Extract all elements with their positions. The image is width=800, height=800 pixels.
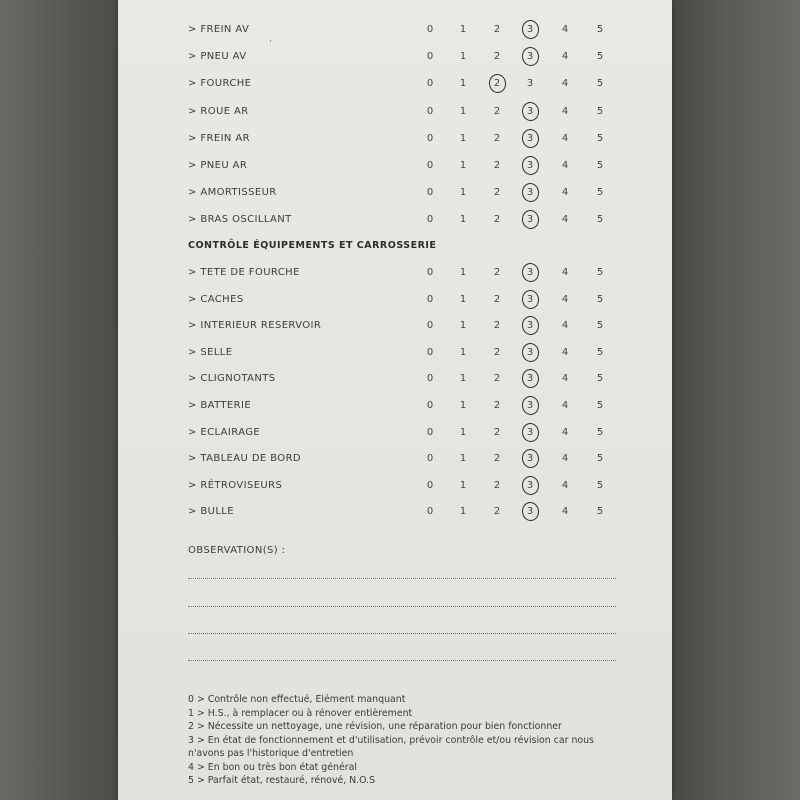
score-option[interactable]: 2: [493, 479, 501, 491]
mechanic-row: [118, 22, 672, 42]
score-option[interactable]: 5: [596, 187, 604, 199]
score-option-selected[interactable]: 3: [520, 506, 540, 517]
row-label: > ECLAIRAGE: [188, 426, 261, 438]
score-option[interactable]: 4: [561, 51, 569, 63]
row-label: > CACHES: [188, 293, 244, 305]
row-label: > BATTERIE: [188, 400, 252, 411]
score-option[interactable]: 0: [426, 267, 434, 278]
score-option-selected[interactable]: 3: [520, 187, 540, 198]
score-option[interactable]: 0: [426, 293, 434, 305]
score-option[interactable]: 1: [459, 426, 467, 438]
score-option[interactable]: 2: [493, 373, 501, 385]
score-option[interactable]: 5: [596, 479, 604, 491]
score-option[interactable]: 1: [459, 214, 467, 226]
equipment-row: [118, 265, 672, 285]
mechanic-row: [118, 104, 672, 124]
score-option[interactable]: 2: [493, 400, 501, 411]
score-option[interactable]: 5: [596, 506, 604, 518]
score-option[interactable]: 0: [426, 187, 434, 199]
observations-label: OBSERVATION(S) :: [188, 545, 286, 556]
score-option[interactable]: 0: [426, 506, 434, 518]
equipment-row: [118, 478, 672, 498]
score-option[interactable]: 4: [561, 187, 569, 199]
score-option[interactable]: 5: [596, 24, 604, 35]
section-title: CONTRÔLE ÉQUIPEMENTS ET CARROSSERIE: [188, 240, 437, 251]
legend-line-3: 3 > En état de fonctionnement et d'utilisation, prévoir contrôle et/ou révision car nous: [188, 734, 594, 746]
score-option[interactable]: 0: [426, 78, 434, 90]
equipment-row: [118, 504, 672, 524]
score-option[interactable]: 1: [459, 267, 467, 278]
score-option[interactable]: 2: [493, 426, 501, 438]
row-label: > BULLE: [188, 506, 234, 518]
score-option[interactable]: 1: [459, 187, 467, 199]
row-label: > TETE DE FOURCHE: [188, 267, 300, 278]
row-label: > AMORTISSEUR: [188, 187, 277, 199]
score-option[interactable]: 5: [596, 132, 604, 144]
equipment-row: [118, 292, 672, 312]
score-option[interactable]: 2: [493, 132, 501, 144]
score-option[interactable]: 1: [459, 24, 467, 35]
score-option[interactable]: 2: [493, 51, 501, 63]
row-label: > INTERIEUR RESERVOIR: [188, 320, 322, 332]
row-label: > RÉTROVISEURS: [188, 479, 283, 491]
legend-line-3-cont: n'avons pas l'historique d'entretien: [188, 748, 354, 759]
score-option[interactable]: 0: [426, 373, 434, 385]
equipment-row: [118, 451, 672, 471]
score-option[interactable]: 4: [561, 105, 569, 117]
pen-mark: ·: [269, 37, 272, 47]
mechanic-row: [118, 76, 672, 96]
score-option[interactable]: 1: [459, 293, 467, 305]
score-option-selected[interactable]: 3: [520, 106, 540, 117]
score-option[interactable]: 4: [561, 132, 569, 144]
legend-line-2: 2 > Nécessite un nettoyage, une révision, une réparation pour bien fonctionner: [188, 721, 562, 732]
score-option[interactable]: 0: [426, 320, 434, 332]
equipment-row: [118, 371, 672, 391]
row-label: > ROUE AR: [188, 105, 249, 117]
score-option-selected[interactable]: 2: [487, 78, 507, 89]
legend-line-5: 5 > Parfait état, restauré, rénové, N.O.S: [188, 775, 376, 786]
equipment-row: [118, 398, 672, 418]
score-option[interactable]: 5: [596, 373, 604, 385]
score-option[interactable]: 1: [459, 400, 467, 411]
score-option[interactable]: 1: [459, 132, 467, 144]
score-option-selected[interactable]: 3: [520, 51, 540, 62]
score-option[interactable]: 5: [596, 293, 604, 305]
score-option[interactable]: 4: [561, 426, 569, 438]
score-option[interactable]: 0: [426, 400, 434, 411]
score-option-selected[interactable]: 3: [520, 24, 540, 35]
observation-line-4[interactable]: [188, 660, 616, 661]
score-option[interactable]: 2: [493, 293, 501, 305]
equipment-row: [118, 345, 672, 365]
score-option[interactable]: 2: [493, 267, 501, 278]
row-label: > CLIGNOTANTS: [188, 373, 276, 385]
score-option-selected[interactable]: 3: [520, 373, 540, 384]
score-option[interactable]: 0: [426, 479, 434, 491]
score-option-selected[interactable]: 3: [520, 427, 540, 438]
legend-line-0: 0 > Contrôle non effectué, Elément manquant: [188, 694, 406, 705]
score-option-selected[interactable]: 3: [520, 160, 540, 171]
score-option[interactable]: 2: [493, 453, 501, 465]
score-option[interactable]: 4: [561, 320, 569, 332]
score-option[interactable]: 4: [561, 293, 569, 305]
score-option[interactable]: 2: [493, 187, 501, 199]
score-option[interactable]: 0: [426, 453, 434, 465]
score-option[interactable]: 4: [561, 214, 569, 226]
score-option[interactable]: 1: [459, 105, 467, 117]
score-option-selected[interactable]: 3: [520, 214, 540, 225]
score-option[interactable]: 0: [426, 105, 434, 117]
score-option[interactable]: 1: [459, 78, 467, 90]
score-option[interactable]: 0: [426, 24, 434, 35]
observation-line-1[interactable]: [188, 578, 616, 579]
score-option[interactable]: 5: [596, 78, 604, 90]
score-option[interactable]: 3: [526, 78, 534, 90]
score-option[interactable]: 1: [459, 320, 467, 332]
row-label: > PNEU AV: [188, 51, 247, 63]
score-option-selected[interactable]: 3: [520, 133, 540, 144]
score-option-selected[interactable]: 3: [520, 294, 540, 305]
score-option[interactable]: 4: [561, 267, 569, 278]
mechanic-row: [118, 131, 672, 151]
observation-line-2[interactable]: [188, 606, 616, 607]
score-option[interactable]: 2: [493, 320, 501, 332]
score-option[interactable]: 5: [596, 105, 604, 117]
score-option[interactable]: 0: [426, 160, 434, 171]
score-option-selected[interactable]: 3: [520, 347, 540, 358]
score-option[interactable]: 5: [596, 267, 604, 278]
score-option[interactable]: 1: [459, 453, 467, 465]
row-label: > BRAS OSCILLANT: [188, 214, 292, 226]
score-option[interactable]: 0: [426, 426, 434, 438]
mechanic-row: [118, 49, 672, 69]
score-option[interactable]: 4: [561, 479, 569, 491]
score-option[interactable]: 4: [561, 453, 569, 465]
background-left: [0, 0, 118, 800]
score-option[interactable]: 1: [459, 160, 467, 171]
score-option[interactable]: 2: [493, 506, 501, 518]
score-option[interactable]: 5: [596, 214, 604, 226]
score-option-selected[interactable]: 3: [520, 320, 540, 331]
scale-legend: [188, 693, 608, 788]
score-option[interactable]: 2: [493, 105, 501, 117]
score-option[interactable]: 1: [459, 479, 467, 491]
score-option[interactable]: 4: [561, 373, 569, 385]
score-option[interactable]: 0: [426, 214, 434, 226]
score-option[interactable]: 5: [596, 426, 604, 438]
score-option[interactable]: 5: [596, 400, 604, 411]
score-option[interactable]: 2: [493, 160, 501, 171]
score-option[interactable]: 4: [561, 24, 569, 35]
score-option[interactable]: 5: [596, 160, 604, 171]
score-option[interactable]: 4: [561, 400, 569, 411]
row-label: > FREIN AV: [188, 24, 250, 35]
score-option-selected[interactable]: 3: [520, 453, 540, 464]
score-option[interactable]: 1: [459, 51, 467, 63]
score-option[interactable]: 5: [596, 320, 604, 332]
row-label: > FREIN AR: [188, 132, 250, 144]
mechanic-row: [118, 185, 672, 205]
score-option[interactable]: 4: [561, 160, 569, 171]
observation-line-3[interactable]: [188, 633, 616, 634]
equipment-row: [118, 318, 672, 338]
legend-line-1: 1 > H.S., à remplacer ou à rénover entièrement: [188, 707, 413, 719]
inspection-sheet: [118, 0, 672, 800]
score-option[interactable]: 2: [493, 214, 501, 226]
score-option[interactable]: 4: [561, 506, 569, 518]
row-label: > FOURCHE: [188, 78, 252, 90]
score-option[interactable]: 1: [459, 373, 467, 385]
score-option[interactable]: 1: [459, 506, 467, 518]
score-option[interactable]: 0: [426, 346, 434, 358]
row-label: > PNEU AR: [188, 160, 248, 171]
score-option[interactable]: 5: [596, 453, 604, 465]
background-right: [672, 0, 800, 800]
score-option[interactable]: 4: [561, 78, 569, 90]
score-option-selected[interactable]: 3: [520, 267, 540, 278]
score-option[interactable]: 2: [493, 24, 501, 35]
score-option[interactable]: 0: [426, 51, 434, 63]
score-option[interactable]: 5: [596, 346, 604, 358]
score-option[interactable]: 1: [459, 346, 467, 358]
score-option[interactable]: 5: [596, 51, 604, 63]
score-option-selected[interactable]: 3: [520, 400, 540, 411]
row-label: > SELLE: [188, 346, 233, 358]
legend-line-4: 4 > En bon ou très bon état général: [188, 761, 357, 773]
equipment-row: [118, 425, 672, 445]
score-option[interactable]: 4: [561, 346, 569, 358]
score-option[interactable]: 2: [493, 346, 501, 358]
score-option-selected[interactable]: 3: [520, 480, 540, 491]
mechanic-row: [118, 158, 672, 178]
mechanic-row: [118, 212, 672, 232]
score-option[interactable]: 0: [426, 132, 434, 144]
row-label: > TABLEAU DE BORD: [188, 453, 302, 465]
